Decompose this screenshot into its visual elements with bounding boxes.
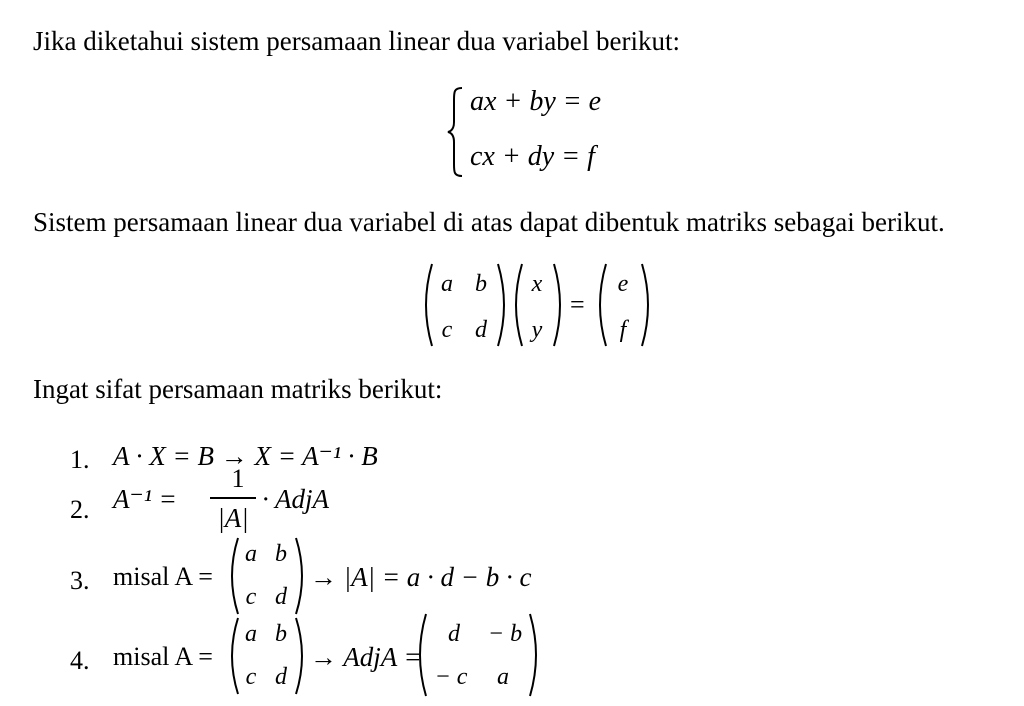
adj-matrix-right-paren — [528, 612, 542, 698]
matrix-b-left-paren — [594, 262, 608, 348]
matrix-cell: a — [245, 541, 257, 567]
intro-text: Jika diketahui sistem persamaan linear dua variabel berikut: — [33, 26, 681, 56]
matrix-cell: b — [275, 621, 287, 647]
matrix-x-cell: y — [531, 317, 543, 343]
list-number: 4. — [70, 646, 90, 675]
matrix-b-right-paren — [640, 262, 654, 348]
property-prefix: misal A = — [113, 562, 213, 591]
matrix-cell: d — [275, 584, 287, 610]
adj-matrix-cell: − b — [487, 621, 523, 647]
matrix-right-paren — [294, 536, 308, 616]
matrix-cell: a — [245, 621, 257, 647]
adj-matrix-cell: − c — [434, 664, 468, 690]
adj-matrix-cell: a — [497, 664, 509, 690]
equals-sign: = — [570, 290, 585, 319]
property-lhs: A⁻¹ = — [113, 484, 177, 514]
matrix-a-cell: a — [441, 271, 453, 297]
matrix-cell: c — [245, 664, 257, 690]
list-number: 3. — [70, 566, 90, 595]
matrix-x-cell: x — [531, 271, 543, 297]
list-number: 2. — [70, 495, 90, 524]
matrix-a-cell: b — [475, 271, 487, 297]
equation-2: cx + dy = f — [470, 141, 595, 172]
adj-matrix-cell: d — [448, 621, 460, 647]
property-mid: → AdjA = — [310, 642, 422, 672]
property-rhs: → |A| = a · d − b · c — [310, 562, 532, 592]
matrix-b-cell: f — [619, 317, 627, 343]
matrix-a-cell: d — [475, 317, 487, 343]
fraction-denominator: |A| — [217, 503, 249, 533]
left-brace — [446, 86, 464, 178]
matrix-cell: b — [275, 541, 287, 567]
property-prefix: misal A = — [113, 642, 213, 671]
matrix-cell: c — [245, 584, 257, 610]
list-number: 1. — [70, 445, 90, 474]
matrix-cell: d — [275, 664, 287, 690]
matrix-right-paren — [294, 616, 308, 696]
property-text: A · X = B → X = A⁻¹ · B — [113, 441, 378, 471]
property-rhs: · AdjA — [262, 484, 329, 514]
fraction-numerator: 1 — [231, 464, 245, 493]
matrix-sentence: Sistem persamaan linear dua variabel di atas dapat dibentuk matriks sebagai berikut. — [33, 207, 945, 237]
equation-1: ax + by = e — [470, 86, 602, 117]
matrix-x-right-paren — [552, 262, 566, 348]
property-heading: Ingat sifat persamaan matriks berikut: — [33, 374, 443, 404]
matrix-a-right-paren — [496, 262, 510, 348]
matrix-a-cell: c — [441, 317, 453, 343]
matrix-b-cell: e — [617, 271, 629, 297]
fraction-bar — [210, 497, 256, 499]
